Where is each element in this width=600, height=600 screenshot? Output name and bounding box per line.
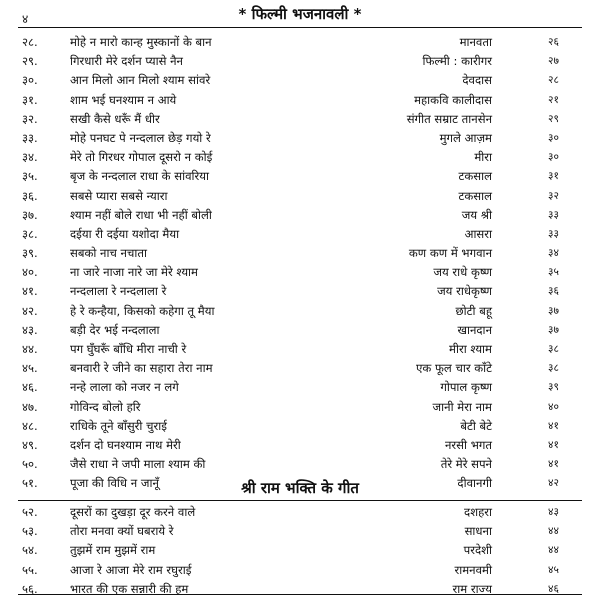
- page-ref: ४६: [548, 582, 559, 595]
- film-name: गोपाल कृष्ण: [440, 380, 492, 395]
- song-title: गोविन्द बोलो हरि: [70, 399, 141, 414]
- song-number: ३१.: [22, 92, 38, 107]
- page-ref: ३१: [548, 170, 559, 183]
- song-row: [0, 33, 600, 52]
- song-title: हे रे कन्हैया, किसको कहेगा तू मैया: [70, 303, 215, 318]
- song-row: [0, 52, 600, 71]
- page-ref: ३६: [548, 285, 559, 298]
- film-name: छोटी बहू: [455, 303, 492, 318]
- page-ref: ३८: [548, 343, 559, 355]
- song-row: [0, 455, 600, 474]
- song-number: ५१.: [22, 476, 38, 491]
- song-number: ४७.: [22, 399, 38, 414]
- page-ref: ३४: [548, 247, 559, 260]
- song-title: बनवारी रे जीने का सहारा तेरा नाम: [70, 361, 213, 376]
- page-ref: ३३: [548, 208, 559, 221]
- song-row: [0, 321, 600, 340]
- page-ref: ४४: [548, 525, 559, 538]
- song-title: जैसे राधा ने जपी माला श्याम की: [70, 457, 206, 472]
- film-name: महाकवि कालीदास: [414, 92, 492, 107]
- page-ref: २८: [548, 74, 559, 87]
- film-name: देवदास: [462, 73, 492, 88]
- page-ref: २१: [548, 93, 559, 106]
- page-ref: ४०: [548, 400, 559, 413]
- song-number: ४९.: [22, 437, 38, 452]
- page-ref: ४४: [548, 544, 559, 557]
- footer-rule: [18, 594, 582, 595]
- page-ref: ४१: [548, 458, 559, 471]
- page-number: ४: [22, 12, 29, 26]
- page-ref: ३९: [548, 381, 559, 394]
- section-rule: [18, 500, 582, 501]
- film-name: राम राज्य: [452, 581, 492, 596]
- song-row: [0, 206, 600, 225]
- song-title: बड़ी देर भई नन्दलाला: [70, 322, 160, 337]
- film-name: मुगले आज़म: [439, 130, 492, 145]
- page-ref: ३७: [548, 323, 559, 336]
- film-name: जय राधेकृष्ण: [437, 284, 492, 299]
- song-row: [0, 225, 600, 244]
- film-name: टकसाल: [458, 169, 492, 184]
- song-row: [0, 91, 600, 110]
- song-title: सखी कैसे धरूँ मैं धीर: [70, 111, 160, 126]
- page-ref: ४५: [548, 563, 559, 576]
- song-number: ३८.: [22, 226, 38, 241]
- song-row: [0, 522, 600, 541]
- song-title: मोहे पनघट पे नन्दलाल छेड़ गयो रे: [70, 130, 211, 145]
- song-row: [0, 244, 600, 263]
- film-name: रामनवमी: [454, 562, 492, 577]
- ram-song-list: [0, 503, 600, 599]
- song-number: ४५.: [22, 361, 38, 376]
- page-ref: ३५: [548, 266, 559, 279]
- page-ref: ४२: [548, 477, 559, 490]
- song-number: ३५.: [22, 169, 38, 184]
- song-title: नन्हे लाला को नजर न लगे: [70, 380, 179, 395]
- song-title: आजा रे आजा मेरे राम रघुराई: [70, 562, 192, 577]
- song-number: ५४.: [22, 543, 38, 558]
- page-header-title: * फिल्मी भजनावली *: [238, 5, 362, 23]
- song-title: तोरा मनवा क्यों घबराये रे: [70, 524, 174, 539]
- song-row: [0, 378, 600, 397]
- song-number: ५०.: [22, 457, 38, 472]
- film-name: फिल्मी : कारीगर: [422, 54, 492, 69]
- song-row: [0, 129, 600, 148]
- film-name: आसरा: [464, 226, 492, 241]
- song-row: [0, 398, 600, 417]
- page-ref: ४३: [548, 506, 559, 518]
- song-row: [0, 148, 600, 167]
- song-number: ४२.: [22, 303, 38, 318]
- song-title: मेरे तो गिरधर गोपाल दूसरो न कोई: [70, 150, 213, 165]
- song-number: ३३.: [22, 130, 38, 145]
- song-number: ४३.: [22, 322, 38, 337]
- song-row: [0, 561, 600, 580]
- film-name: मीरा श्याम: [449, 342, 492, 356]
- song-number: ५२.: [22, 505, 38, 519]
- page-ref: ४१: [548, 419, 559, 432]
- song-row: [0, 541, 600, 560]
- song-title: दूसरों का दुखड़ा दूर करने वाले: [70, 505, 196, 519]
- film-name: जय श्री: [461, 207, 492, 222]
- song-number: ३६.: [22, 188, 38, 203]
- song-number: ३४.: [22, 150, 38, 165]
- page-ref: २७: [548, 55, 559, 68]
- song-number: ३०.: [22, 73, 38, 88]
- song-title: श्याम नहीं बोले राधा भी नहीं बोली: [70, 207, 212, 222]
- song-number: ४४.: [22, 342, 38, 356]
- song-number: ३२.: [22, 111, 38, 126]
- film-name: दशहरा: [464, 505, 492, 519]
- song-row: [0, 359, 600, 378]
- song-title: दर्शन दो घनश्याम नाथ मेरी: [70, 437, 181, 452]
- page-ref: २६: [548, 36, 559, 48]
- film-name: कण कण में भगवान: [408, 246, 492, 261]
- song-number: २८.: [22, 35, 38, 49]
- song-title: सबसे प्यारा सबसे न्यारा: [70, 188, 168, 203]
- film-name: तेरे मेरे सपने: [440, 457, 492, 472]
- song-row: [0, 580, 600, 599]
- song-number: ५५.: [22, 562, 38, 577]
- song-title: पग घुँघरूँ बाँधि मीरा नाची रे: [70, 342, 187, 356]
- section-title: श्री राम भक्ति के गीत: [241, 479, 359, 497]
- song-row: [0, 302, 600, 321]
- page-ref: ३८: [548, 362, 559, 375]
- filmi-song-list: [0, 33, 600, 494]
- film-name: दीवानगी: [457, 476, 492, 491]
- song-number: ४८.: [22, 418, 38, 433]
- song-title: गिरधारी मेरे दर्शन प्यासे नैन: [70, 54, 183, 69]
- film-name: बेटी बेटे: [460, 418, 492, 433]
- page-ref: ३७: [548, 304, 559, 317]
- song-number: ५६.: [22, 581, 38, 596]
- song-number: ३७.: [22, 207, 38, 222]
- film-name: जानी मेरा नाम: [432, 399, 492, 414]
- song-number: ३९.: [22, 246, 38, 261]
- song-title: ना जारे नाजा नारे जा मेरे श्याम: [70, 265, 198, 280]
- song-row: [0, 340, 600, 359]
- song-title: नन्दलाला रे नन्दलाला रे: [70, 284, 167, 299]
- page-ref: ३०: [548, 151, 559, 164]
- song-row: [0, 436, 600, 455]
- song-row: [0, 503, 600, 522]
- song-title: तुझमें राम मुझमें राम: [70, 543, 156, 558]
- page-ref: २९: [548, 112, 559, 125]
- film-name: मीरा: [474, 150, 492, 165]
- song-number: ५३.: [22, 524, 38, 539]
- film-name: एक फूल चार काँटे: [415, 361, 492, 376]
- song-row: [0, 187, 600, 206]
- film-name: साधना: [464, 524, 492, 539]
- song-row: [0, 110, 600, 129]
- song-row: [0, 282, 600, 301]
- film-name: नरसी भगत: [445, 437, 492, 452]
- song-title: राधिके तूने बाँसुरी चुराई: [70, 418, 167, 433]
- film-name: खानदान: [457, 322, 492, 337]
- page-ref: ४१: [548, 438, 559, 451]
- song-row: [0, 71, 600, 90]
- page-ref: ३२: [548, 189, 559, 202]
- film-name: जय राधे कृष्ण: [433, 265, 492, 280]
- header-rule: [18, 27, 582, 28]
- song-number: २९.: [22, 54, 38, 69]
- film-name: परदेशी: [463, 543, 492, 558]
- song-title: शाम भई घनश्याम न आये: [70, 92, 177, 107]
- song-row: [0, 417, 600, 436]
- song-title: दईया री दईया यशोदा मैया: [70, 226, 180, 241]
- song-title: भारत की एक सन्नारी की हम: [70, 581, 189, 596]
- song-row: [0, 167, 600, 186]
- page-ref: ३३: [548, 227, 559, 240]
- song-row: [0, 263, 600, 282]
- song-number: ४१.: [22, 284, 38, 299]
- film-name: मानवता: [459, 35, 492, 49]
- film-name: संगीत सम्राट तानसेन: [406, 111, 492, 126]
- song-number: ४०.: [22, 265, 38, 280]
- page-ref: ३०: [548, 131, 559, 144]
- song-title: बृज के नन्दलाल राधा के सांवरिया: [70, 169, 209, 184]
- song-title: मोहे न मारो कान्ह मुस्कानों के बान: [70, 35, 212, 49]
- song-title: पूजा की विधि न जानूँ: [70, 476, 159, 491]
- song-title: सबको नाच नचाता: [70, 246, 147, 261]
- song-number: ४६.: [22, 380, 38, 395]
- film-name: टकसाल: [458, 188, 492, 203]
- song-title: आन मिलो आन मिलो श्याम सांवरे: [70, 73, 211, 88]
